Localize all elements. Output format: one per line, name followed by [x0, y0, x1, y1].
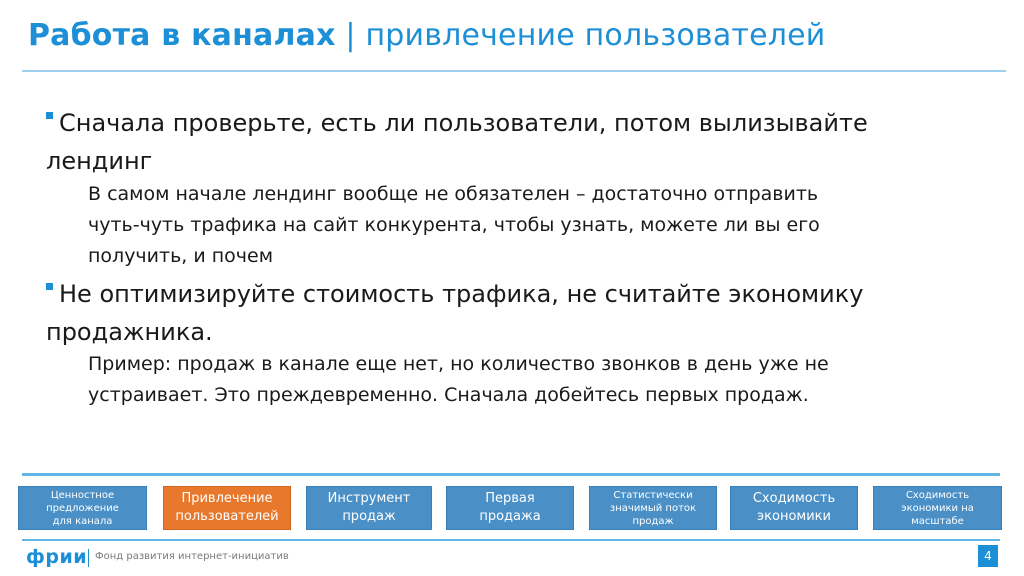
- bullet-1: [46, 104, 946, 180]
- step-label-line: пользователей: [175, 509, 279, 524]
- step-label-line: значимый поток: [609, 502, 697, 514]
- slide-title: [28, 18, 825, 53]
- bullet-2: [46, 275, 946, 351]
- page-number: 4: [978, 545, 998, 567]
- bullet-1-detail-line3: получить, и почем: [88, 245, 274, 267]
- logo-divider: [88, 549, 89, 567]
- bullet-1-heading-line2: лендинг: [46, 147, 153, 175]
- step-value-proposition[interactable]: [18, 486, 147, 530]
- step-label-line: экономики: [757, 509, 831, 524]
- step-label-line: предложение: [46, 502, 119, 514]
- step-unit-economics[interactable]: [730, 486, 858, 530]
- bullet-2-detail: [88, 349, 908, 411]
- bullet-2-heading-line2: продажника.: [46, 318, 213, 346]
- step-label-line: Сходимость: [752, 491, 836, 506]
- bullet-1-heading-line1: Сначала проверьте, есть ли пользователи, потом вылизывайте: [59, 109, 868, 137]
- step-label-line: продаж: [342, 509, 396, 524]
- step-label-line: масштабе: [911, 515, 964, 527]
- step-label-line: Первая: [485, 491, 535, 506]
- title-separator: |: [345, 18, 356, 53]
- bullet-1-detail-line1: В самом начале лендинг вообще не обязателен – достаточно отправить: [88, 183, 819, 205]
- step-economics-at-scale[interactable]: [873, 486, 1002, 530]
- title-light: привлечение пользователей: [365, 18, 826, 53]
- bullet-1-detail-line2: чуть-чуть трафика на сайт конкурента, чтобы узнать, можете ли вы его: [88, 214, 820, 236]
- step-label-line: для канала: [52, 515, 113, 527]
- bullet-2-detail-line1: Пример: продаж в канале еще нет, но количество звонков в день уже не: [88, 353, 829, 375]
- step-label-line: продаж: [632, 515, 674, 527]
- organization-name: Фонд развития интернет-инициатив: [95, 551, 289, 562]
- step-label-line: Инструмент: [327, 491, 411, 506]
- bullet-2-detail-line2: устраивает. Это преждевременно. Сначала добейтесь первых продаж.: [88, 384, 809, 406]
- step-user-acquisition[interactable]: [163, 486, 291, 530]
- step-label-line: Ценностное: [50, 489, 115, 501]
- frii-logo: фрии: [26, 546, 88, 568]
- step-label-line: Статистически: [613, 489, 693, 501]
- bullet-1-detail: [88, 179, 908, 272]
- step-label-line: экономики на: [901, 502, 974, 514]
- step-label-line: Привлечение: [181, 491, 273, 506]
- step-first-sale[interactable]: [446, 486, 574, 530]
- step-sales-tool[interactable]: [306, 486, 432, 530]
- title-bold: Работа в каналах: [28, 18, 336, 53]
- title-rule: [22, 70, 1006, 72]
- steps-top-rule: [22, 473, 1000, 476]
- bullet-2-heading-line1: Не оптимизируйте стоимость трафика, не считайте экономику: [59, 280, 864, 308]
- step-significant-sales-flow[interactable]: [589, 486, 717, 530]
- process-steps: [18, 486, 1002, 530]
- step-label-line: Сходимость: [905, 489, 970, 501]
- step-label-line: продажа: [479, 509, 541, 524]
- bullet-square-icon: [46, 283, 53, 290]
- footer-rule: [22, 539, 1000, 541]
- bullet-square-icon: [46, 112, 53, 119]
